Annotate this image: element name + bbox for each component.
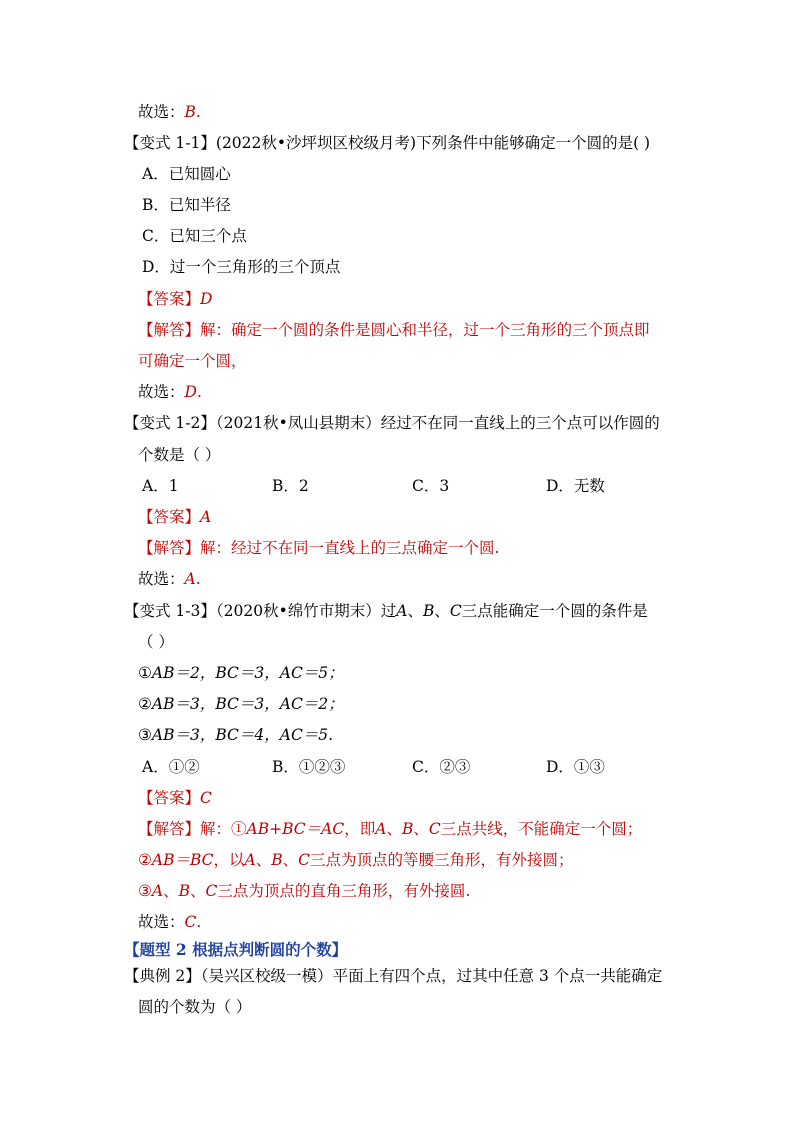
final-choice-line: 故选：C. [138,913,202,931]
solution-line: 【解答】解：①AB+BC＝AC，即A、B、C三点共线，不能确定一个圆； [138,820,643,838]
solution-line-2: ②AB＝BC，以A、B、C三点为顶点的等腰三角形，有外接圆； [138,851,574,869]
final-choice-line: 故选：D. [138,383,202,401]
question-1-3-stem: 【变式 1-3】（2020秋•绵竹市期末）过A、B、C三点能确定一个圆的条件是 [124,602,648,620]
example-2-stem: 【典例 2】（吴兴区校级一模）平面上有四个点，过其中任意 3 个点一共能确定 [124,967,663,985]
option-d: D．过一个三角形的三个顶点 [142,258,341,276]
example-2-stem-2: 圆的个数为（ ） [138,998,252,1016]
final-choice-line: 故选：A. [138,570,201,588]
condition-3: ③AB＝3，BC＝4，AC＝5. [138,726,334,744]
solution-line: 【解答】解：经过不在同一直线上的三点确定一个圆. [138,539,500,557]
option-c: C．已知三个点 [142,227,247,245]
question-1-2-stem-2: 个数是（ ） [138,446,221,464]
question-1-1-stem: 【变式 1-1】(2022秋•沙坪坝区校级月考)下列条件中能够确定一个圆的是( ) [124,134,651,152]
question-1-2-stem: 【变式 1-2】（2021秋•凤山县期末）经过不在同一直线上的三个点可以作圆的 [124,414,660,432]
question-1-3-stem-2: （ ） [138,633,174,651]
option-b: B．①②③ [272,758,346,776]
option-d: D．无数 [546,477,605,495]
answer-line: 【答案】C [138,789,212,807]
section-heading: 【题型 2 根据点判断圆的个数】 [124,940,348,959]
option-c: C．②③ [412,758,471,776]
option-d: D．①③ [546,758,605,776]
option-a: A．1 [142,477,179,495]
solution-line: 【解答】解：确定一个圆的条件是圆心和半径，过一个三角形的三个顶点即 [138,321,650,339]
option-a: A．①② [142,758,200,776]
option-b: B．2 [272,477,309,495]
answer-line: 【答案】D [138,290,213,308]
option-a: A．已知圆心 [142,165,231,183]
solution-line-2: 可确定一个圆， [138,352,247,370]
answer-line: 【答案】A [138,508,212,526]
condition-2: ②AB＝3，BC＝3，AC＝2； [138,695,344,713]
solution-line-3: ③A、B、C三点为顶点的直角三角形，有外接圆. [138,882,471,900]
option-c: C．3 [412,477,450,495]
option-b: B．已知半径 [142,196,231,214]
condition-1: ①AB＝2，BC＝3，AC＝5； [138,664,344,682]
final-choice-line: 故选：B. [138,103,201,121]
